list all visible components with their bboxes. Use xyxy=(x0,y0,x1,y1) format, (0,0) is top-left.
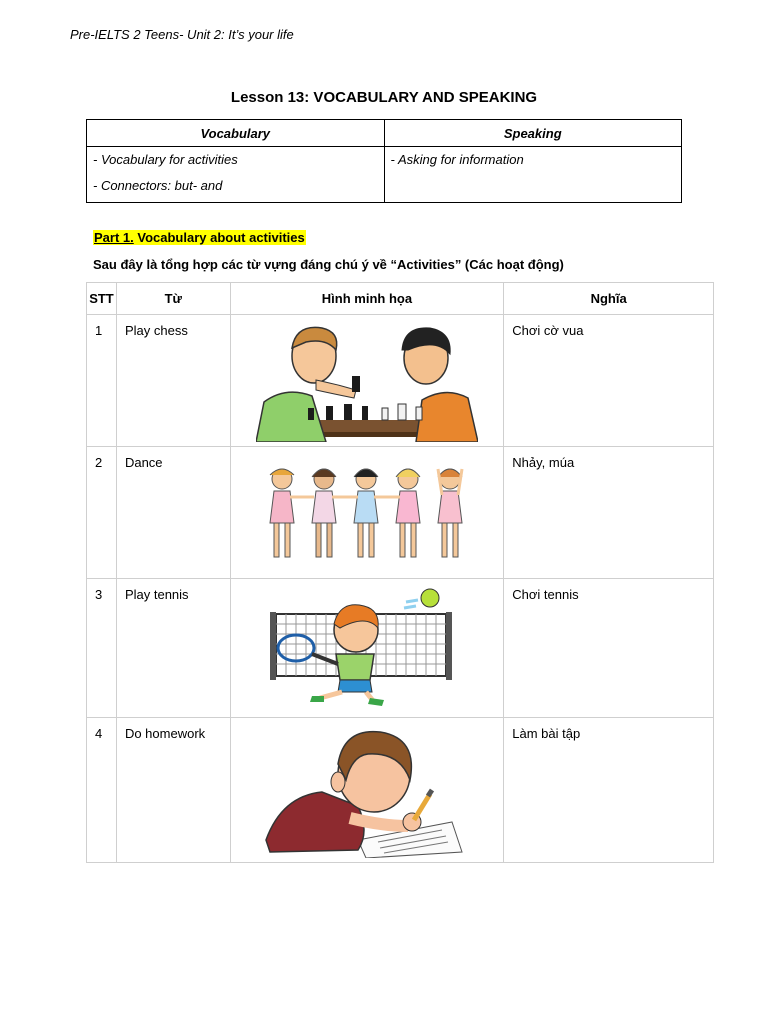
row-meaning: Làm bài tập xyxy=(504,718,714,863)
overview-vocabulary-item: - Connectors: but- and xyxy=(93,178,223,193)
row-number: 1 xyxy=(87,315,117,447)
overview-vocabulary-cell xyxy=(87,147,385,203)
dancing-girls-illustration xyxy=(230,447,504,579)
overview-vocabulary-item: - Vocabulary for activities xyxy=(93,152,238,167)
overview-speaking-item: - Asking for information xyxy=(390,152,524,167)
part1-intro: Sau đây là tổng hợp các từ vựng đáng chú ý về “Activities” (Các hoạt động) xyxy=(93,257,564,272)
lesson-overview-table xyxy=(86,119,682,203)
chess-players-illustration xyxy=(230,315,504,447)
tennis-boy-illustration xyxy=(230,579,504,718)
overview-speaking-cell xyxy=(384,147,682,203)
row-meaning: Chơi cờ vua xyxy=(504,315,714,447)
row-word: Play chess xyxy=(116,315,230,447)
table-row xyxy=(87,315,714,447)
row-number: 4 xyxy=(87,718,117,863)
row-number: 2 xyxy=(87,447,117,579)
vocabulary-table xyxy=(86,282,714,863)
table-row xyxy=(87,447,714,579)
row-word: Play tennis xyxy=(116,579,230,718)
vocab-header-no: STT xyxy=(87,283,117,315)
overview-header-speaking: Speaking xyxy=(384,120,682,147)
vocab-header-meaning: Nghĩa xyxy=(504,283,714,315)
row-meaning: Nhảy, múa xyxy=(504,447,714,579)
row-word: Do homework xyxy=(116,718,230,863)
part1-label: Part 1. xyxy=(94,230,134,245)
vocab-header-illustration: Hình minh họa xyxy=(230,283,504,315)
table-row xyxy=(87,579,714,718)
part1-title xyxy=(93,230,306,245)
page-header: Pre-IELTS 2 Teens- Unit 2: It’s your life xyxy=(70,27,294,42)
row-meaning: Chơi tennis xyxy=(504,579,714,718)
table-row xyxy=(87,718,714,863)
vocab-header-word: Từ xyxy=(116,283,230,315)
overview-header-vocabulary: Vocabulary xyxy=(87,120,385,147)
row-word: Dance xyxy=(116,447,230,579)
row-number: 3 xyxy=(87,579,117,718)
part1-heading: Vocabulary about activities xyxy=(137,230,305,245)
lesson-title: Lesson 13: VOCABULARY AND SPEAKING xyxy=(230,89,538,106)
homework-boy-illustration xyxy=(230,718,504,863)
